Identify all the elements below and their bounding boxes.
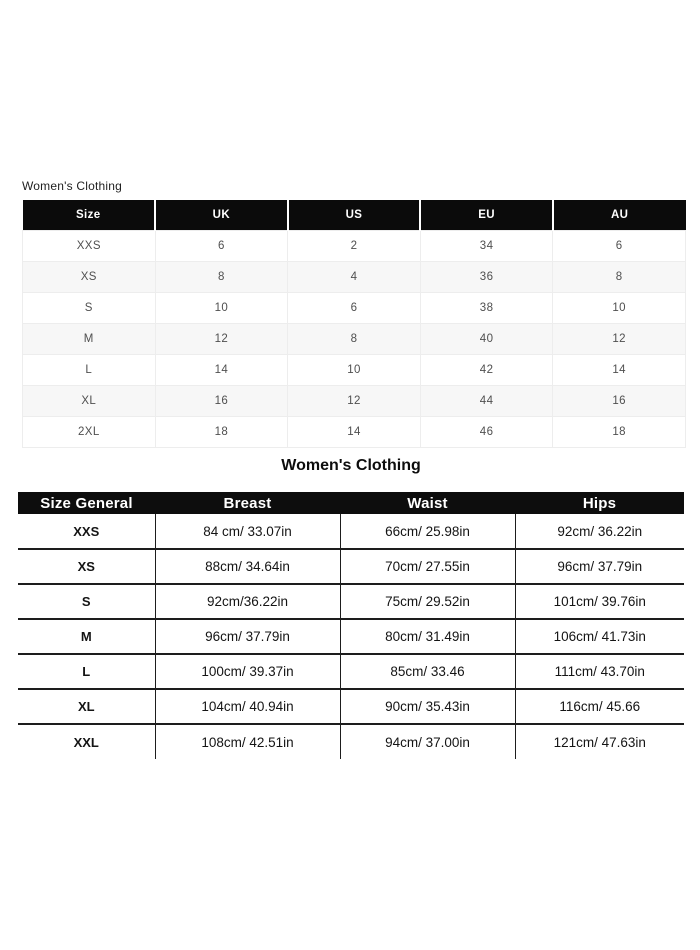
value-cell: 104cm/ 40.94in: [155, 689, 340, 724]
table-row: [18, 514, 684, 549]
size-conversion-table-head: [23, 200, 686, 230]
value-cell: 42: [420, 354, 553, 385]
table-row: [18, 724, 684, 759]
size-cell: XXS: [23, 230, 156, 261]
value-cell: 6: [155, 230, 288, 261]
table-row: [23, 292, 686, 323]
header-cell: AU: [553, 200, 686, 230]
measurements-table-body: [18, 514, 684, 759]
value-cell: 96cm/ 37.79in: [155, 619, 340, 654]
table-row: [18, 619, 684, 654]
value-cell: 12: [288, 385, 421, 416]
table-row: [23, 230, 686, 261]
value-cell: 88cm/ 34.64in: [155, 549, 340, 584]
value-cell: 100cm/ 39.37in: [155, 654, 340, 689]
size-cell: XXL: [18, 724, 155, 759]
size-cell: 2XL: [23, 416, 156, 447]
table-row: [23, 323, 686, 354]
value-cell: 6: [553, 230, 686, 261]
value-cell: 12: [553, 323, 686, 354]
header-cell: Waist: [340, 492, 515, 514]
value-cell: 94cm/ 37.00in: [340, 724, 515, 759]
value-cell: 14: [553, 354, 686, 385]
value-cell: 6: [288, 292, 421, 323]
measurements-section: [18, 456, 684, 759]
table-row: [23, 416, 686, 447]
size-conversion-table: [22, 200, 686, 448]
value-cell: 18: [155, 416, 288, 447]
header-cell: EU: [420, 200, 553, 230]
header-cell: UK: [155, 200, 288, 230]
value-cell: 10: [553, 292, 686, 323]
value-cell: 101cm/ 39.76in: [515, 584, 684, 619]
value-cell: 66cm/ 25.98in: [340, 514, 515, 549]
size-cell: M: [23, 323, 156, 354]
size-conversion-table-label: Women's Clothing: [22, 179, 122, 193]
table-row: [18, 549, 684, 584]
value-cell: 16: [155, 385, 288, 416]
value-cell: 84 cm/ 33.07in: [155, 514, 340, 549]
size-cell: S: [18, 584, 155, 619]
size-cell: L: [18, 654, 155, 689]
size-cell: XL: [18, 689, 155, 724]
value-cell: 80cm/ 31.49in: [340, 619, 515, 654]
value-cell: 14: [155, 354, 288, 385]
measurements-table-head: [18, 492, 684, 514]
size-conversion-table-body: [23, 230, 686, 447]
header-cell: US: [288, 200, 421, 230]
table-row: [18, 584, 684, 619]
value-cell: 96cm/ 37.79in: [515, 549, 684, 584]
value-cell: 10: [288, 354, 421, 385]
measurements-table: [18, 492, 684, 759]
table-row: [23, 261, 686, 292]
size-cell: XXS: [18, 514, 155, 549]
value-cell: 38: [420, 292, 553, 323]
header-cell: Size: [23, 200, 156, 230]
value-cell: 4: [288, 261, 421, 292]
value-cell: 8: [553, 261, 686, 292]
header-cell: Breast: [155, 492, 340, 514]
value-cell: 12: [155, 323, 288, 354]
size-cell: XL: [23, 385, 156, 416]
value-cell: 116cm/ 45.66: [515, 689, 684, 724]
value-cell: 8: [155, 261, 288, 292]
header-row: [23, 200, 686, 230]
value-cell: 90cm/ 35.43in: [340, 689, 515, 724]
table-row: [18, 689, 684, 724]
value-cell: 75cm/ 29.52in: [340, 584, 515, 619]
value-cell: 70cm/ 27.55in: [340, 549, 515, 584]
value-cell: 10: [155, 292, 288, 323]
size-conversion-section: [22, 179, 686, 448]
value-cell: 44: [420, 385, 553, 416]
size-cell: S: [23, 292, 156, 323]
header-row: [18, 492, 684, 514]
value-cell: 34: [420, 230, 553, 261]
header-cell: Size General: [18, 492, 155, 514]
table-row: [23, 354, 686, 385]
value-cell: 2: [288, 230, 421, 261]
size-cell: XS: [18, 549, 155, 584]
value-cell: 108cm/ 42.51in: [155, 724, 340, 759]
value-cell: 8: [288, 323, 421, 354]
value-cell: 92cm/36.22in: [155, 584, 340, 619]
value-cell: 85cm/ 33.46: [340, 654, 515, 689]
header-cell: Hips: [515, 492, 684, 514]
measurements-table-title: Women's Clothing: [281, 457, 421, 474]
value-cell: 40: [420, 323, 553, 354]
value-cell: 106cm/ 41.73in: [515, 619, 684, 654]
value-cell: 92cm/ 36.22in: [515, 514, 684, 549]
value-cell: 14: [288, 416, 421, 447]
value-cell: 36: [420, 261, 553, 292]
value-cell: 16: [553, 385, 686, 416]
size-cell: XS: [23, 261, 156, 292]
value-cell: 18: [553, 416, 686, 447]
value-cell: 111cm/ 43.70in: [515, 654, 684, 689]
table-row: [23, 385, 686, 416]
size-cell: M: [18, 619, 155, 654]
size-cell: L: [23, 354, 156, 385]
value-cell: 46: [420, 416, 553, 447]
value-cell: 121cm/ 47.63in: [515, 724, 684, 759]
table-row: [18, 654, 684, 689]
